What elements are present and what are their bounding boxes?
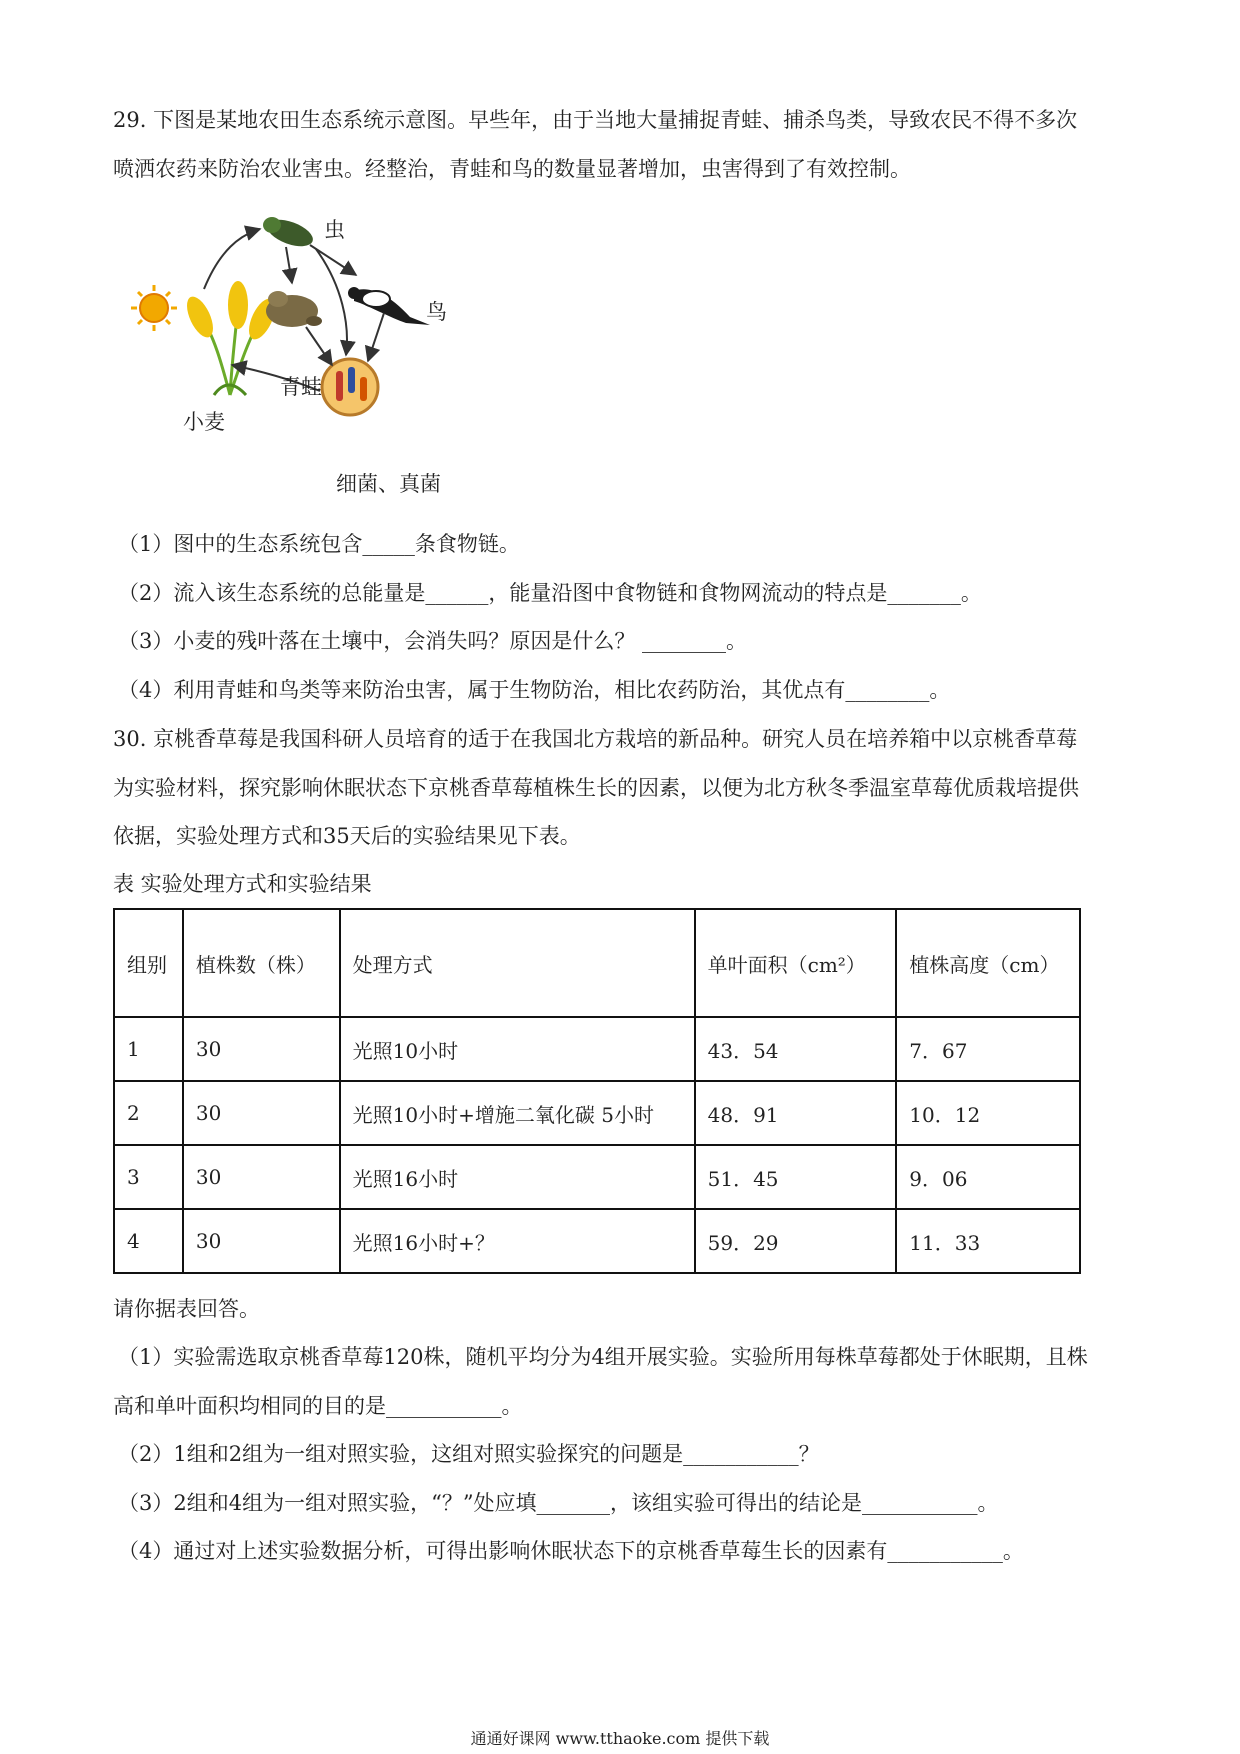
q30-sub-4: （4）通过对上述实验数据分析，可得出影响休眠状态下的京桃香草莓生长的因素有___________。 — [118, 1539, 1024, 1563]
insect-icon — [263, 214, 316, 251]
cell-plant-count: 30 — [183, 1145, 340, 1209]
cell-leaf-area: 43．54 — [695, 1017, 897, 1081]
cell-treatment: 光照10小时+增施二氧化碳 5小时 — [340, 1081, 695, 1145]
label-insect: 虫 — [324, 218, 345, 242]
header-group: 组别 — [114, 909, 183, 1017]
cell-leaf-area: 48．91 — [695, 1081, 897, 1145]
cell-plant-height: 11．33 — [896, 1209, 1080, 1273]
q29-sub-3: （3）小麦的残叶落在土壤中，会消失吗？原因是什么？ ________。 — [118, 629, 748, 653]
label-wheat: 小麦 — [183, 410, 225, 434]
label-bird: 鸟 — [426, 300, 447, 324]
cell-group: 2 — [114, 1081, 183, 1145]
cell-plant-height: 10．12 — [896, 1081, 1080, 1145]
food-web-svg — [110, 205, 490, 505]
q29-sub-2: （2）流入该生态系统的总能量是______，能量沿图中食物链和食物网流动的特点是_______。 — [118, 581, 982, 605]
cell-plant-height: 9．06 — [896, 1145, 1080, 1209]
q30-sub-3: （3）2组和4组为一组对照实验，“？”处应填_______，该组实验可得出的结论是___________。 — [118, 1491, 999, 1515]
header-treatment: 处理方式 — [340, 909, 695, 1017]
q30-prompt: 请你据表回答。 — [113, 1297, 260, 1321]
q29-intro-line-2: 喷洒农药来防治农业害虫。经整治，青蛙和鸟的数量显著增加，虫害得到了有效控制。 — [113, 157, 911, 181]
cell-plant-count: 30 — [183, 1017, 340, 1081]
q30-sub-1-line-1: （1）实验需选取京桃香草莓120株，随机平均分为4组开展实验。实验所用每株草莓都处于休眠期，且株 — [118, 1345, 1088, 1369]
cell-plant-height: 7．67 — [896, 1017, 1080, 1081]
footer-watermark: 通通好课网 www.tthaoke.com 提供下载 — [470, 1729, 770, 1748]
header-leaf-area: 单叶面积（cm²） — [695, 909, 897, 1017]
table-row — [114, 1081, 1080, 1145]
table-row — [114, 1017, 1080, 1081]
cell-group: 4 — [114, 1209, 183, 1273]
table-row — [114, 1209, 1080, 1273]
label-frog: 青蛙 — [280, 375, 322, 399]
q30-sub-2: （2）1组和2组为一组对照实验，这组对照实验探究的问题是___________？ — [118, 1442, 820, 1466]
frog-icon — [266, 291, 322, 327]
q30-intro-line-2: 为实验材料，探究影响休眠状态下京桃香草莓植株生长的因素，以便为北方秋冬季温室草莓优质栽培提供 — [113, 776, 1079, 800]
microbe-icon — [322, 359, 378, 415]
q30-sub-1-line-2: 高和单叶面积均相同的目的是___________。 — [113, 1394, 523, 1418]
wheat-icon — [182, 281, 281, 395]
header-plant-height: 植株高度（cm） — [896, 909, 1080, 1017]
q29-sub-1: （1）图中的生态系统包含_____条食物链。 — [118, 532, 520, 556]
q30-intro-line-3: 依据，实验处理方式和35天后的实验结果见下表。 — [113, 824, 581, 848]
q29-sub-4: （4）利用青蛙和鸟类等来防治虫害，属于生物防治，相比农药防治，其优点有________。 — [118, 678, 951, 702]
cell-plant-count: 30 — [183, 1081, 340, 1145]
cell-leaf-area: 59．29 — [695, 1209, 897, 1273]
table-row — [114, 1145, 1080, 1209]
q29-intro-line-1: 29. 下图是某地农田生态系统示意图。早些年，由于当地大量捕捉青蛙、捕杀鸟类，导致农民不得不多次 — [113, 108, 1078, 132]
header-plant-count: 植株数（株） — [183, 909, 340, 1017]
cell-leaf-area: 51．45 — [695, 1145, 897, 1209]
bird-icon — [348, 287, 430, 325]
sun-icon — [131, 285, 177, 331]
cell-group: 3 — [114, 1145, 183, 1209]
cell-treatment: 光照10小时 — [340, 1017, 695, 1081]
cell-treatment: 光照16小时 — [340, 1145, 695, 1209]
cell-plant-count: 30 — [183, 1209, 340, 1273]
table-caption: 表 实验处理方式和实验结果 — [113, 872, 372, 896]
q30-intro-line-1: 30. 京桃香草莓是我国科研人员培育的适于在我国北方栽培的新品种。研究人员在培养箱中以京桃香草莓 — [113, 727, 1078, 751]
cell-treatment: 光照16小时+？ — [340, 1209, 695, 1273]
experiment-table — [113, 908, 1081, 1274]
label-decomposers: 细菌、真菌 — [336, 472, 441, 496]
table-header-row — [114, 909, 1080, 1017]
cell-group: 1 — [114, 1017, 183, 1081]
